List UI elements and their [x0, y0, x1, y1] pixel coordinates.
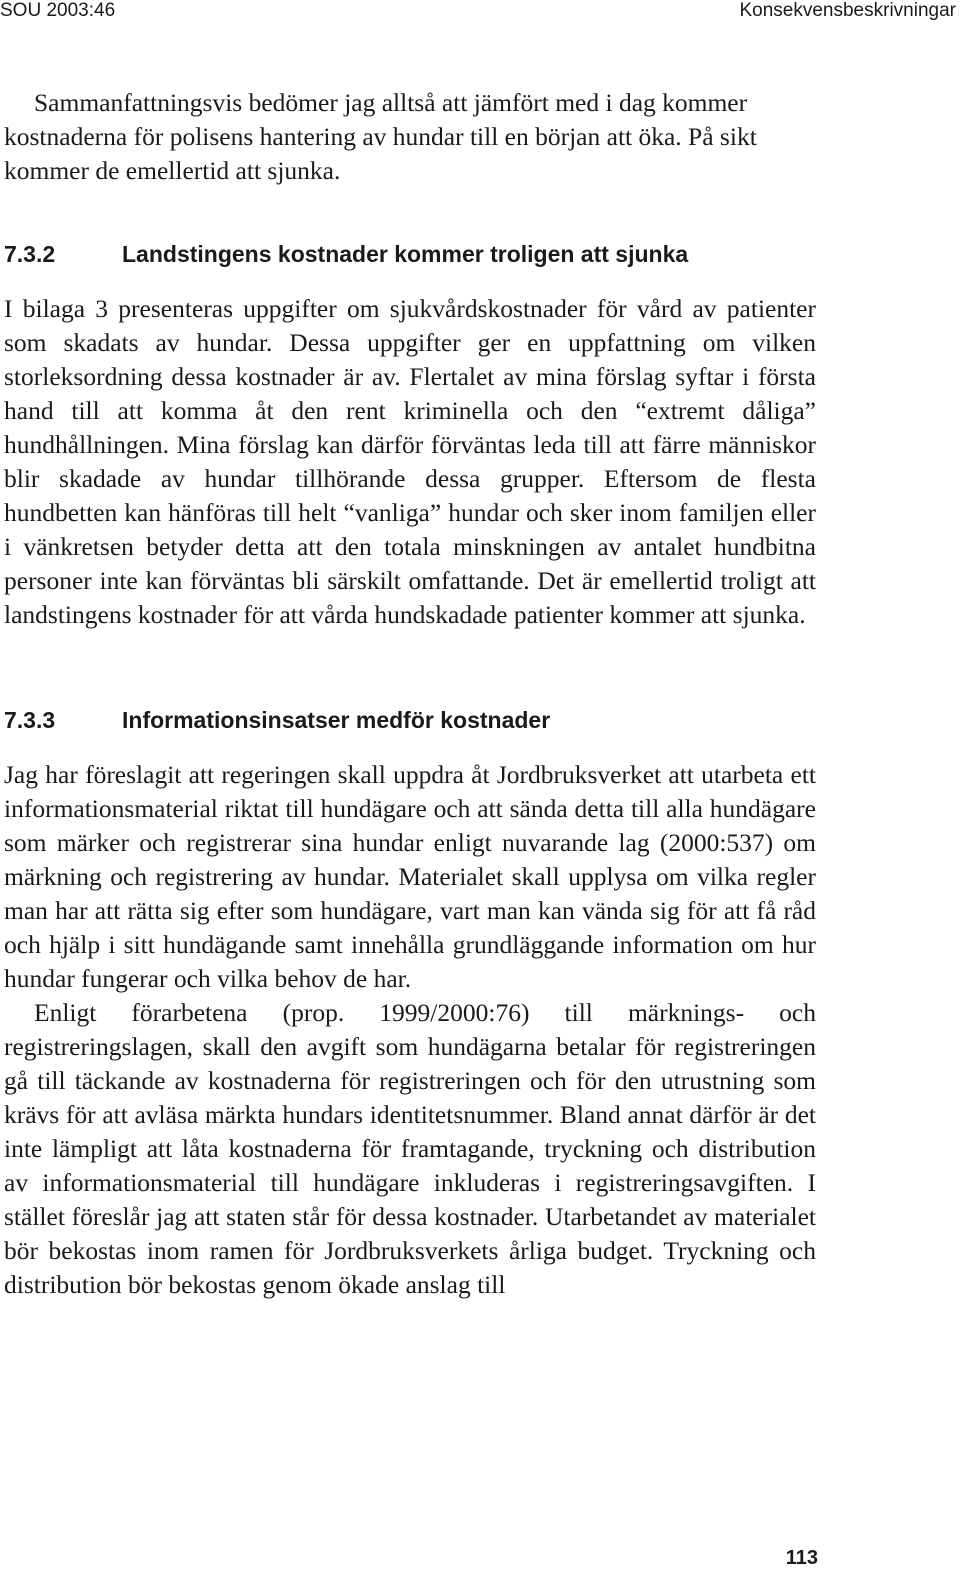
- section-7-3-3-paragraph-2: Enligt förarbetena (prop. 1999/2000:76) till märknings- och registreringslagen, skall den avgift som hundägarna betalar för registreringen gå till täckande av kostnaderna för registreringen och för den utrustning som krävs för att avläsa märkta hundars identitetsnummer. Bland annat därför är det inte lämpligt att låta kostnaderna för framtagande, tryckning och distribution av informationsmaterial till hundägare inkluderas i registreringsavgiften. I stället föreslår jag att staten står för dessa kostnader. Utarbetandet av materialet bör bekostas inom ramen för Jordbruksverkets årliga budget. Tryckning och distribution bör bekostas genom ökade anslag till: [4, 998, 816, 1299]
- intro-paragraph: Sammanfattningsvis bedömer jag alltså att jämfört med i dag kommer kostnaderna för polisens hantering av hundar till en början att öka. På sikt kommer de emellertid att sjunka.: [4, 88, 757, 185]
- section-title: Informationsinsatser medför kostnader: [122, 707, 551, 733]
- page-number: 113: [785, 1547, 818, 1569]
- section-7-3-2-paragraph: I bilaga 3 presenteras uppgifter om sjukvårdskostnader för vård av patienter som skadats av hundar. Dessa uppgifter ger en uppfattning om vilken storleksordning dessa kostnader är av. Flertalet av mina förslag syftar i första hand till att komma åt den rent kriminella och den “extremt dåliga” hundhållningen. Mina förslag kan därför förväntas leda till att färre människor blir skadade av hundar tillhörande dessa grupper. Eftersom de flesta hundbetten kan hänföras till helt “vanliga” hundar och sker inom familjen eller i vänkretsen betyder detta att den totala minskningen av antalet hundbitna personer inte kan förväntas bli särskilt omfattande. Det är emellertid troligt att landstingens kostnader för att vårda hundskadade patienter kommer att sjunka.: [4, 294, 816, 629]
- section-7-3-3-paragraph-1: Jag har föreslagit att regeringen skall uppdra åt Jordbruksverket att utarbeta ett informationsmaterial riktat till hundägare och att sända detta till alla hundägare som märker och registrerar sina hundar enligt nuvarande lag (2000:537) om märkning och registrering av hundar. Materialet skall upplysa om vilka regler man har att rätta sig efter som hundägare, vart man kan vända sig för att få råd och hjälp i sitt hundägande samt innehålla grundläggande information om hur hundar fungerar och vilka behov de har.: [4, 760, 816, 993]
- section-heading-7-3-2: [4, 239, 816, 269]
- running-header: [0, 0, 960, 26]
- chapter-title: Konsekvensbeskrivningar: [739, 0, 956, 21]
- section-title: Landstingens kostnader kommer troligen att sjunka: [122, 241, 689, 267]
- section-number: 7.3.2: [4, 241, 56, 267]
- section-heading-7-3-3: [4, 705, 816, 735]
- body-text: [4, 86, 816, 1302]
- section-number: 7.3.3: [4, 707, 56, 733]
- document-reference: SOU 2003:46: [0, 0, 116, 21]
